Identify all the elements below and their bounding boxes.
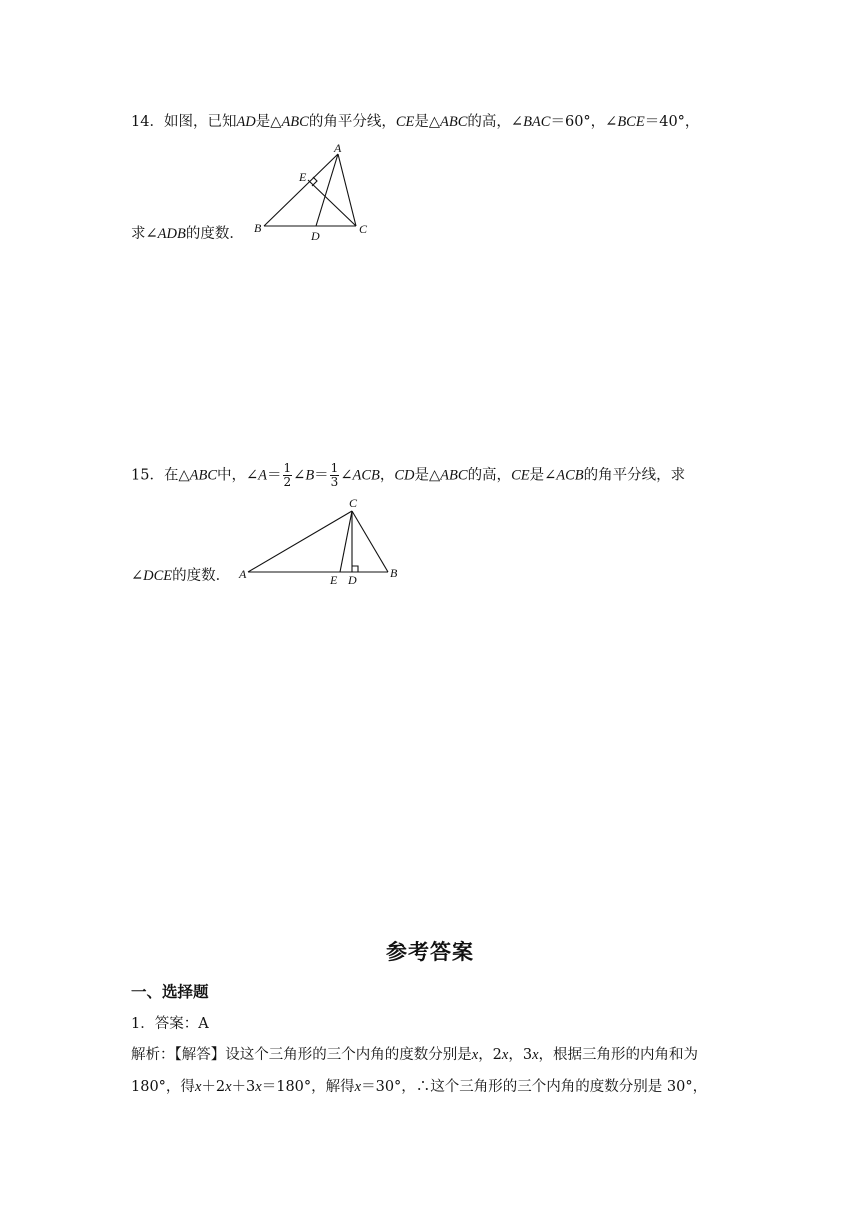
q14-label-c: C xyxy=(359,222,368,236)
q15-triangle-figure xyxy=(236,496,406,586)
answers-title: 参考答案 xyxy=(386,940,474,964)
q15-label-e: E xyxy=(330,573,338,586)
fraction-one-half: $\frac{1}{2}$ xyxy=(283,461,292,489)
q15-label-c: C xyxy=(349,496,358,510)
q15-text-line1: 15．在△ABC中，∠A＝ $\frac{1}{2}$ ∠B＝ $\frac{1}{3}$ ∠ACB，CD是△ABC的高，CE是∠ACB的角平分线，求 xyxy=(131,461,686,489)
q15-text-line2: ∠DCE的度数． xyxy=(131,568,231,584)
analysis-line2: 180°，得x＋2x＋3x＝180°，解得x＝30°，∴这个三角形的三个内角的度数分别是 30°， xyxy=(131,1079,708,1095)
q14-label-a: A xyxy=(334,142,342,155)
answer-1: 1．答案：A xyxy=(131,1016,209,1032)
q14-triangle-figure xyxy=(250,142,390,242)
q15-label-a: A xyxy=(239,567,247,581)
q15-label-b: B xyxy=(390,566,398,580)
q15-label-d: D xyxy=(348,573,357,586)
q14-label-e: E xyxy=(299,170,307,184)
q14-label-b: B xyxy=(254,221,262,235)
q14-text-line1: 14．如图，已知AD是△ABC的角平分线，CE是△ABC的高，∠BAC＝60°，∠BCE＝40°， xyxy=(131,114,700,130)
q14-label-d: D xyxy=(311,229,320,242)
q14-text-line2: 求∠ADB的度数． xyxy=(131,226,244,242)
section-heading-choice: 一、选择题 xyxy=(131,983,209,1001)
analysis-line1: 解析：【解答】设这个三角形的三个内角的度数分别是x，2x，3x，根据三角形的内角和为 xyxy=(131,1047,699,1063)
fraction-one-third: $\frac{1}{3}$ xyxy=(330,461,339,489)
